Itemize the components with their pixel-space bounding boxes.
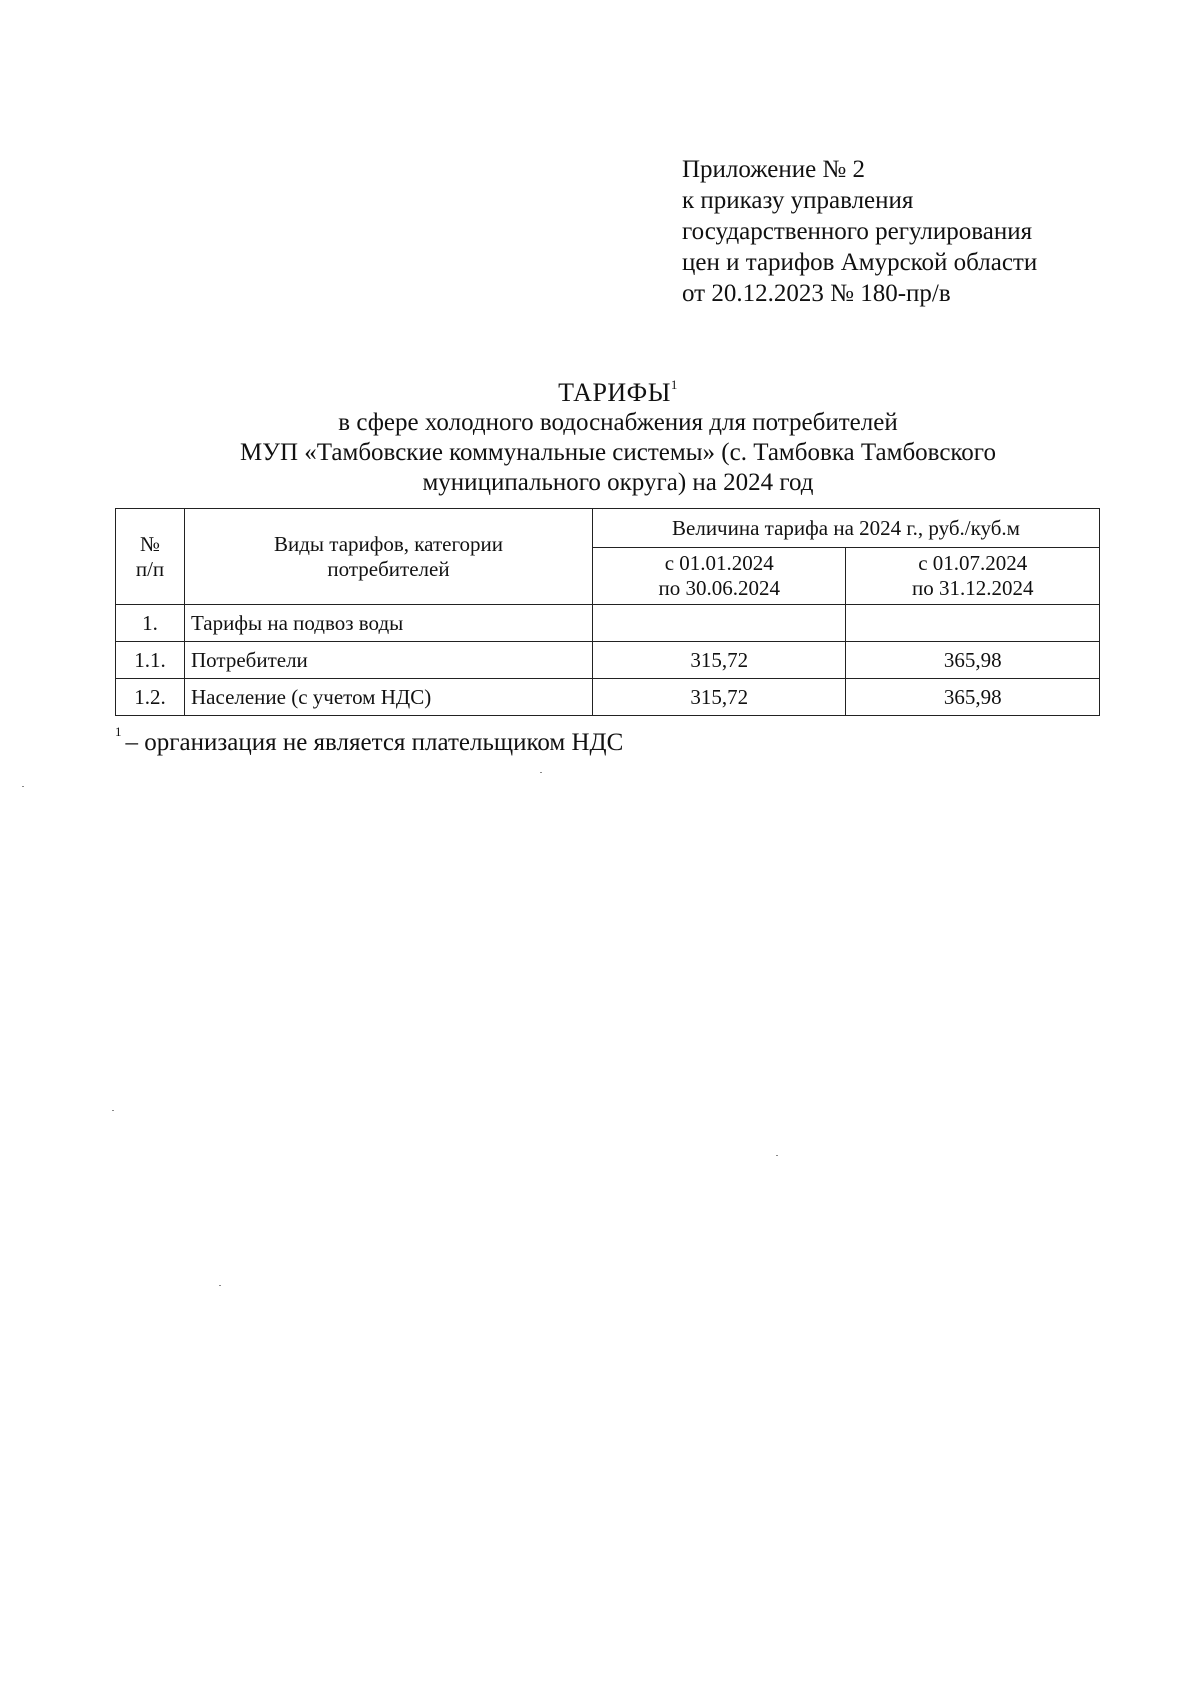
header-period-line: по 30.06.2024 — [658, 576, 780, 600]
row-name: Население (с учетом НДС) — [185, 679, 593, 716]
header-period-line: с 01.01.2024 — [664, 551, 774, 575]
row-num: 1.1. — [116, 642, 185, 679]
row-name: Тарифы на подвоз воды — [185, 605, 593, 642]
header-name — [185, 509, 593, 605]
tariffs-table — [115, 508, 1100, 716]
appendix-line: государственного регулирования — [682, 218, 1033, 245]
scan-speck — [540, 772, 542, 773]
title-main-text: ТАРИФЫ — [558, 378, 671, 407]
row-value-period-1 — [593, 605, 846, 642]
scan-speck — [112, 1110, 114, 1111]
table-row — [116, 605, 1100, 642]
title-footnote-marker: 1 — [670, 377, 678, 392]
footnote — [115, 724, 623, 757]
document-title — [0, 370, 1200, 498]
appendix-line: цен и тарифов Амурской области — [682, 249, 1038, 276]
table-row — [116, 642, 1100, 679]
header-name-line: Виды тарифов, категории — [273, 531, 504, 556]
scan-speck — [22, 786, 24, 787]
appendix-line: Приложение № 2 — [682, 156, 866, 183]
title-sub-line: МУП «Тамбовские коммунальные системы» (с. Тамбовка Тамбовского — [240, 439, 996, 466]
title-sub-line: муниципального округа) на 2024 год — [422, 469, 814, 496]
header-period-line: с 01.07.2024 — [918, 551, 1028, 575]
row-value-period-2: 365,98 — [846, 642, 1100, 679]
table-header-row — [116, 509, 1100, 548]
row-num: 1. — [116, 605, 185, 642]
appendix-line: к приказу управления — [682, 187, 914, 214]
header-group: Величина тарифа на 2024 г., руб./куб.м — [593, 509, 1100, 548]
header-num-line: № — [139, 531, 161, 556]
title-sub-line: в сфере холодного водоснабжения для потребителей — [338, 409, 898, 436]
scan-speck — [776, 1155, 778, 1156]
header-num — [116, 509, 185, 605]
row-value-period-2 — [846, 605, 1100, 642]
footnote-text: – организация не является плательщиком НДС — [125, 729, 624, 756]
appendix-block — [682, 154, 1037, 309]
row-value-period-2: 365,98 — [846, 679, 1100, 716]
footnote-marker: 1 — [115, 724, 122, 739]
header-name-line: потребителей — [327, 556, 450, 581]
scan-speck — [219, 1285, 221, 1286]
appendix-line: от 20.12.2023 № 180-пр/в — [682, 280, 951, 307]
header-period-2 — [846, 548, 1100, 605]
title-main — [0, 370, 1200, 408]
row-num: 1.2. — [116, 679, 185, 716]
row-value-period-1: 315,72 — [593, 679, 846, 716]
row-value-period-1: 315,72 — [593, 642, 846, 679]
table-row — [116, 679, 1100, 716]
row-name: Потребители — [185, 642, 593, 679]
header-num-line: п/п — [135, 556, 165, 581]
header-period-1 — [593, 548, 846, 605]
header-period-line: по 31.12.2024 — [911, 576, 1034, 600]
